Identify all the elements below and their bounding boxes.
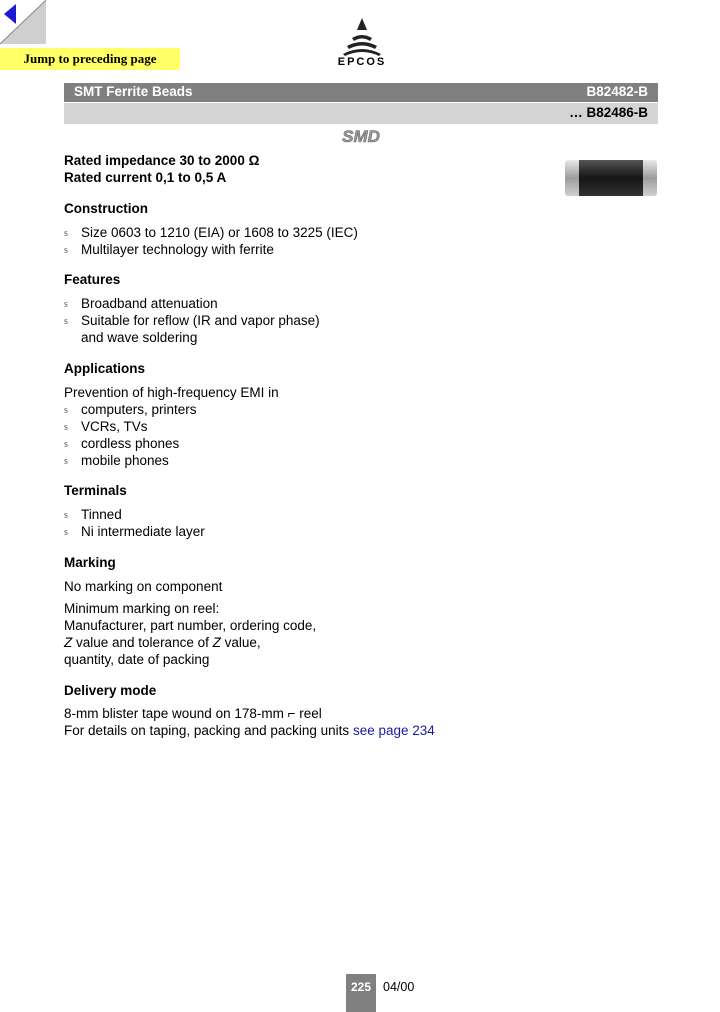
z-variable: Z <box>64 635 73 650</box>
ferrite-bead-image <box>565 158 657 198</box>
epcos-logo-icon <box>325 16 399 56</box>
rated-current: Rated current 0,1 to 0,5 A <box>64 170 227 185</box>
header-sub-bar <box>64 103 658 124</box>
section-heading-delivery: Delivery mode <box>64 683 157 698</box>
bullet-icon: s <box>64 316 68 327</box>
list-item: Ni intermediate layer <box>81 524 205 539</box>
marking-line: Manufacturer, part number, ordering code, <box>64 618 317 633</box>
bullet-icon: s <box>64 456 68 467</box>
list-item: mobile phones <box>81 453 169 468</box>
section-heading-construction: Construction <box>64 201 148 216</box>
part-number-start: B82482-B <box>586 84 648 99</box>
marking-text: value, <box>220 635 261 650</box>
delivery-line: 8-mm blister tape wound on 178-mm ⌐ reel <box>64 706 322 721</box>
z-variable: Z <box>212 635 221 650</box>
list-item: Suitable for reflow (IR and vapor phase) <box>81 313 320 328</box>
see-page-link[interactable]: see page 234 <box>352 723 435 738</box>
list-item: Multilayer technology with ferrite <box>81 242 274 257</box>
part-number-end: … B82486-B <box>569 105 648 120</box>
delivery-text: For details on taping, packing and packing units <box>64 723 353 738</box>
list-item: computers, printers <box>81 402 197 417</box>
bullet-icon: s <box>64 422 68 433</box>
page-title: SMT Ferrite Beads <box>74 84 193 99</box>
jump-preceding-page-button[interactable]: Jump to preceding page <box>0 48 180 70</box>
marking-line: Minimum marking on reel: <box>64 601 220 616</box>
bullet-icon: s <box>64 527 68 538</box>
list-item-continuation: and wave soldering <box>81 330 198 345</box>
header-title-bar <box>64 83 658 102</box>
bullet-icon: s <box>64 405 68 416</box>
epcos-logo <box>325 16 399 72</box>
back-arrow-icon[interactable] <box>0 0 48 46</box>
section-heading-terminals: Terminals <box>64 483 127 498</box>
list-item: Size 0603 to 1210 (EIA) or 1608 to 3225 (IEC) <box>81 225 358 240</box>
bullet-icon: s <box>64 299 68 310</box>
bullet-icon: s <box>64 228 68 239</box>
section-heading-marking: Marking <box>64 555 116 570</box>
marking-line: quantity, date of packing <box>64 652 210 667</box>
smd-badge <box>326 128 396 146</box>
smd-badge-text: SMD <box>342 128 380 146</box>
rated-impedance: Rated impedance 30 to 2000 Ω <box>64 153 260 168</box>
list-item: Tinned <box>81 507 122 522</box>
bullet-icon: s <box>64 439 68 450</box>
bullet-icon: s <box>64 510 68 521</box>
applications-intro: Prevention of high-frequency EMI in <box>64 385 279 400</box>
marking-line <box>64 634 261 651</box>
delivery-line <box>64 722 435 739</box>
section-heading-applications: Applications <box>64 361 146 376</box>
list-item: VCRs, TVs <box>81 419 148 434</box>
page-number: 225 <box>346 974 376 1012</box>
marking-text: value and tolerance of <box>72 635 213 650</box>
edition-date: 04/00 <box>383 980 415 994</box>
bullet-icon: s <box>64 245 68 256</box>
section-heading-features: Features <box>64 272 121 287</box>
list-item: cordless phones <box>81 436 180 451</box>
brand-name: EPCOS <box>337 56 387 68</box>
marking-line: No marking on component <box>64 579 223 594</box>
list-item: Broadband attenuation <box>81 296 218 311</box>
